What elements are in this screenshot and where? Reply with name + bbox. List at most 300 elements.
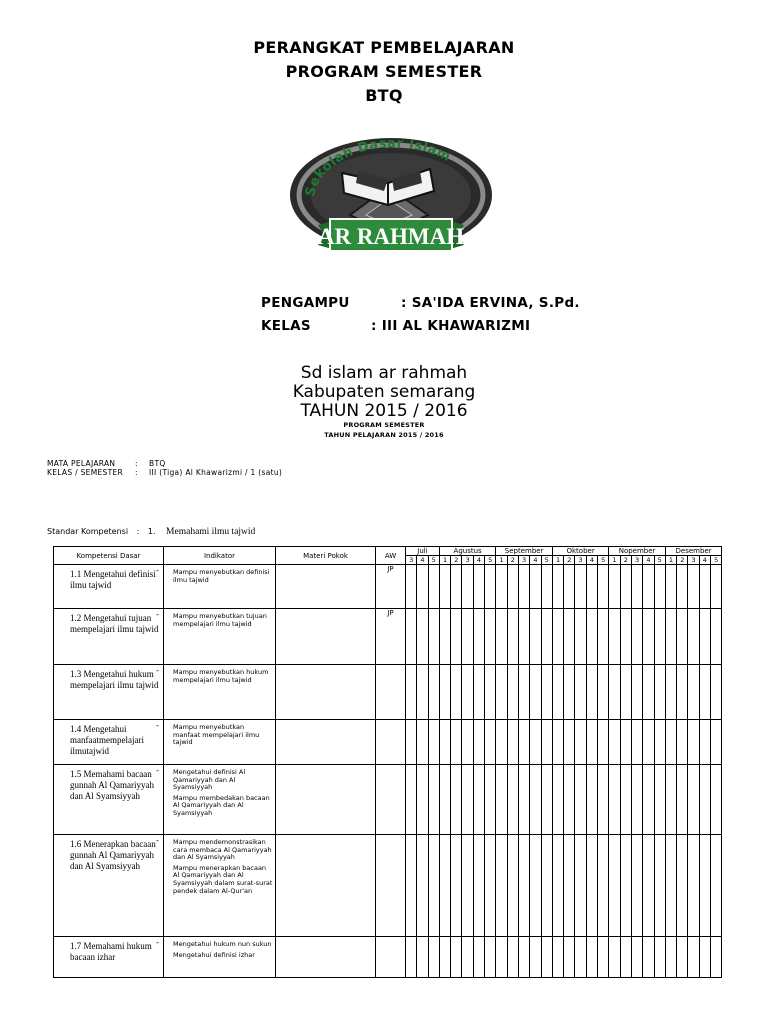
week-slot — [609, 720, 620, 765]
indikator-item: Mampu menyebutkan manfaat mempelajari ilmu tajwid — [173, 723, 260, 747]
week-slot — [462, 665, 473, 720]
week-slot — [473, 609, 484, 665]
week-slot — [485, 765, 496, 835]
week-slot — [473, 937, 484, 978]
standar-kompetensi — [47, 527, 255, 537]
week-slot — [677, 720, 688, 765]
week-slot — [428, 720, 439, 765]
meta-mapel-row — [47, 459, 166, 468]
week-cell: 4 — [473, 556, 484, 565]
materi-cell — [276, 720, 376, 765]
week-slot — [609, 835, 620, 937]
week-slot — [609, 937, 620, 978]
week-slot — [564, 937, 575, 978]
week-slot — [552, 609, 563, 665]
bullet-dash: - — [156, 666, 159, 675]
week-slot — [688, 720, 699, 765]
week-slot — [406, 565, 417, 609]
week-slot — [654, 665, 665, 720]
week-cell: 3 — [462, 556, 473, 565]
week-slot — [485, 937, 496, 978]
school-name: Sd islam ar rahmah — [300, 363, 468, 383]
week-slot — [564, 609, 575, 665]
week-slot — [462, 720, 473, 765]
week-slot — [711, 765, 722, 835]
week-slot — [699, 835, 710, 937]
kd-cell: 1.2 Mengetahui tujuan mempelajari ilmu tajwid — [54, 609, 164, 665]
week-slot — [620, 609, 631, 665]
week-slot — [518, 665, 529, 720]
week-slot — [654, 835, 665, 937]
week-slot — [699, 720, 710, 765]
title-line-3: BTQ — [365, 86, 403, 105]
week-slot — [473, 665, 484, 720]
week-slot — [688, 937, 699, 978]
table-row — [54, 609, 722, 665]
week-slot — [496, 765, 507, 835]
bullet-dash: - — [156, 938, 159, 947]
week-slot — [631, 720, 642, 765]
week-slot — [417, 835, 428, 937]
bullet-dash: - — [156, 766, 159, 775]
week-slot — [406, 609, 417, 665]
week-cell: 1 — [665, 556, 676, 565]
week-slot — [473, 565, 484, 609]
indikator-item: Mengetahui definisi Al Qamariyyah dan Al Syamsiyyah — [173, 768, 246, 792]
week-slot — [586, 765, 597, 835]
week-cell: 5 — [598, 556, 609, 565]
week-slot — [406, 665, 417, 720]
week-slot — [439, 665, 450, 720]
week-slot — [518, 720, 529, 765]
week-slot — [586, 665, 597, 720]
week-slot — [473, 835, 484, 937]
month-oktober: Oktober — [552, 547, 608, 556]
week-slot — [665, 565, 676, 609]
table-row — [54, 937, 722, 978]
week-slot — [575, 665, 586, 720]
week-slot — [541, 835, 552, 937]
bullet-dash: - — [156, 836, 159, 845]
week-slot — [609, 565, 620, 609]
week-cell: 3 — [406, 556, 417, 565]
week-cell: 2 — [677, 556, 688, 565]
week-slot — [485, 609, 496, 665]
week-slot — [530, 765, 541, 835]
week-slot — [507, 937, 518, 978]
aw-cell — [376, 665, 406, 720]
week-slot — [439, 937, 450, 978]
week-slot — [417, 937, 428, 978]
pengampu-label: PENGAMPU — [261, 295, 350, 311]
week-slot — [564, 765, 575, 835]
week-slot — [417, 609, 428, 665]
week-slot — [496, 665, 507, 720]
week-cell: 4 — [699, 556, 710, 565]
week-slot — [507, 765, 518, 835]
week-slot — [575, 609, 586, 665]
week-slot — [462, 835, 473, 937]
week-slot — [473, 720, 484, 765]
indikator-item: Mampu menyebutkan tujuan mempelajari ilmu tajwid — [173, 612, 267, 628]
pengampu-value: : SA'IDA ERVINA, S.Pd. — [401, 295, 580, 311]
week-slot — [665, 609, 676, 665]
week-cell: 1 — [496, 556, 507, 565]
week-cell: 4 — [643, 556, 654, 565]
meta-mapel-sep: : — [135, 459, 138, 468]
week-slot — [507, 835, 518, 937]
meta-kelas-label: KELAS / SEMESTER — [47, 468, 123, 477]
standar-sep: : — [136, 527, 140, 536]
week-slot — [518, 609, 529, 665]
week-slot — [609, 665, 620, 720]
week-slot — [552, 565, 563, 609]
week-slot — [620, 565, 631, 609]
week-slot — [485, 835, 496, 937]
week-slot — [620, 765, 631, 835]
week-slot — [711, 835, 722, 937]
school-region: Kabupaten semarang — [292, 382, 476, 402]
materi-cell — [276, 835, 376, 937]
bullet-dash: - — [156, 610, 159, 619]
week-slot — [406, 765, 417, 835]
week-slot — [507, 609, 518, 665]
month-september: September — [496, 547, 552, 556]
week-slot — [552, 665, 563, 720]
month-agustus: Agustus — [439, 547, 495, 556]
week-slot — [654, 609, 665, 665]
week-slot — [699, 937, 710, 978]
week-slot — [417, 720, 428, 765]
pengampu-row — [261, 295, 580, 311]
week-slot — [586, 937, 597, 978]
week-slot — [665, 835, 676, 937]
week-slot — [541, 720, 552, 765]
week-slot — [575, 835, 586, 937]
week-slot — [586, 835, 597, 937]
week-slot — [598, 835, 609, 937]
week-slot — [699, 765, 710, 835]
week-slot — [654, 765, 665, 835]
week-slot — [428, 835, 439, 937]
table-row — [54, 765, 722, 835]
table-row — [54, 565, 722, 609]
week-slot — [598, 765, 609, 835]
week-slot — [462, 565, 473, 609]
week-slot — [688, 765, 699, 835]
week-slot — [518, 835, 529, 937]
week-slot — [631, 937, 642, 978]
week-slot — [485, 565, 496, 609]
week-slot — [575, 937, 586, 978]
week-slot — [485, 665, 496, 720]
indikator-cell — [156, 835, 276, 937]
indikator-item: Mampu mendemonstrasikan cara membaca Al Qamariyyah dan Al Syamsiyyah — [173, 838, 272, 862]
header-indikator: Indikator — [164, 547, 276, 565]
week-slot — [654, 720, 665, 765]
week-slot — [711, 720, 722, 765]
indikator-cell — [156, 609, 276, 665]
week-slot — [586, 609, 597, 665]
week-slot — [575, 565, 586, 609]
kd-cell: 1.5 Memahami bacaan gunnah Al Qamariyyah dan Al Syamsiyyah — [54, 765, 164, 835]
kd-cell: 1.6 Menerapkan bacaan gunnah Al Qamariyyah dan Al Syamsiyyah — [54, 835, 164, 937]
indikator-item: Mampu menerapkan bacaan Al Qamariyyah dan Al Syamsiyyah dalam surat-surat pendek dalam Al-Qur'an — [173, 863, 273, 895]
week-slot — [711, 609, 722, 665]
week-slot — [507, 665, 518, 720]
week-slot — [598, 609, 609, 665]
week-slot — [496, 835, 507, 937]
week-slot — [552, 765, 563, 835]
week-cell: 2 — [620, 556, 631, 565]
week-slot — [643, 665, 654, 720]
week-slot — [428, 565, 439, 609]
week-slot — [564, 835, 575, 937]
indikator-item: Mampu membedakan bacaan Al Qamariyyah dan Al Syamsiyyah — [173, 793, 270, 817]
indikator-cell — [156, 720, 276, 765]
week-slot — [530, 665, 541, 720]
header-aw: AW — [376, 547, 406, 565]
week-slot — [677, 565, 688, 609]
week-cell: 1 — [439, 556, 450, 565]
kd-cell: 1.7 Memahami hukum bacaan izhar — [54, 937, 164, 978]
meta-mapel-label: MATA PELAJARAN — [47, 459, 116, 468]
week-cell: 2 — [451, 556, 462, 565]
week-slot — [564, 665, 575, 720]
week-slot — [439, 835, 450, 937]
week-slot — [496, 565, 507, 609]
week-slot — [688, 565, 699, 609]
program-semester-table — [53, 546, 722, 978]
week-cell: 5 — [485, 556, 496, 565]
week-slot — [428, 937, 439, 978]
indikator-cell — [156, 665, 276, 720]
week-cell: 1 — [552, 556, 563, 565]
week-slot — [688, 835, 699, 937]
week-slot — [428, 665, 439, 720]
month-desember: Desember — [665, 547, 721, 556]
week-slot — [451, 565, 462, 609]
week-slot — [552, 835, 563, 937]
week-slot — [552, 720, 563, 765]
week-slot — [518, 765, 529, 835]
week-slot — [541, 565, 552, 609]
week-slot — [631, 765, 642, 835]
week-slot — [711, 937, 722, 978]
week-slot — [518, 937, 529, 978]
week-slot — [643, 609, 654, 665]
week-slot — [507, 720, 518, 765]
indikator-item: Mengetahui hukum nun sukun — [173, 940, 272, 948]
materi-cell — [276, 665, 376, 720]
indikator-item: Mampu menyebutkan hukum mempelajari ilmu tajwid — [173, 668, 269, 684]
week-slot — [699, 609, 710, 665]
week-slot — [609, 609, 620, 665]
week-slot — [462, 609, 473, 665]
logo-banner-text: AR RAHMAH — [317, 224, 465, 249]
week-slot — [677, 835, 688, 937]
indikator-cell — [156, 565, 276, 609]
week-slot — [598, 565, 609, 609]
week-slot — [665, 665, 676, 720]
week-slot — [406, 937, 417, 978]
week-slot — [485, 720, 496, 765]
month-nopember: Nopember — [609, 547, 665, 556]
week-slot — [473, 765, 484, 835]
meta-mapel-value: BTQ — [149, 459, 166, 468]
week-slot — [586, 720, 597, 765]
week-slot — [541, 665, 552, 720]
school-logo — [288, 135, 494, 261]
table-row — [54, 720, 722, 765]
week-cell: 5 — [428, 556, 439, 565]
week-slot — [631, 665, 642, 720]
week-slot — [406, 720, 417, 765]
week-slot — [541, 609, 552, 665]
week-slot — [677, 937, 688, 978]
week-slot — [677, 765, 688, 835]
week-slot — [406, 835, 417, 937]
standar-text: Memahami ilmu tajwid — [166, 527, 256, 537]
aw-cell: JP — [376, 609, 406, 665]
bullet-dash: - — [156, 566, 159, 575]
week-slot — [439, 565, 450, 609]
week-slot — [575, 765, 586, 835]
week-slot — [564, 720, 575, 765]
week-cell: 5 — [541, 556, 552, 565]
week-slot — [552, 937, 563, 978]
week-slot — [451, 765, 462, 835]
week-slot — [598, 665, 609, 720]
indikator-cell — [156, 937, 276, 978]
week-slot — [507, 565, 518, 609]
week-slot — [451, 720, 462, 765]
indikator-cell — [156, 765, 276, 835]
table-row — [54, 835, 722, 937]
week-slot — [541, 937, 552, 978]
kd-cell: 1.1 Mengetahui definisi ilmu tajwid — [54, 565, 164, 609]
week-slot — [530, 937, 541, 978]
week-slot — [688, 665, 699, 720]
school-year: TAHUN 2015 / 2016 — [300, 401, 468, 421]
subheader-line-2: TAHUN PELAJARAN 2015 / 2016 — [324, 431, 444, 439]
week-slot — [620, 720, 631, 765]
standar-number: 1. — [147, 527, 156, 536]
week-slot — [631, 565, 642, 609]
week-cell: 3 — [518, 556, 529, 565]
week-slot — [564, 565, 575, 609]
materi-cell — [276, 765, 376, 835]
bullet-dash: - — [156, 721, 159, 730]
week-slot — [417, 765, 428, 835]
week-slot — [518, 565, 529, 609]
indikator-item: Mampu menyebutkan definisi ilmu tajwid — [173, 568, 270, 584]
week-slot — [665, 937, 676, 978]
week-slot — [428, 765, 439, 835]
week-slot — [451, 609, 462, 665]
week-slot — [643, 835, 654, 937]
week-slot — [417, 665, 428, 720]
week-slot — [665, 720, 676, 765]
week-slot — [530, 720, 541, 765]
week-slot — [677, 609, 688, 665]
meta-kelas-value: III (Tiga) Al Khawarizmi / 1 (satu) — [149, 468, 283, 477]
week-cell: 1 — [609, 556, 620, 565]
week-slot — [530, 609, 541, 665]
week-slot — [688, 609, 699, 665]
week-slot — [654, 565, 665, 609]
week-cell: 4 — [417, 556, 428, 565]
week-cell: 4 — [586, 556, 597, 565]
week-slot — [451, 665, 462, 720]
week-slot — [631, 609, 642, 665]
kd-cell: 1.4 Mengetahui manfaatmempelajari ilmutajwid — [54, 720, 164, 765]
aw-cell — [376, 835, 406, 937]
week-slot — [598, 937, 609, 978]
week-slot — [462, 937, 473, 978]
week-slot — [620, 937, 631, 978]
week-cell: 3 — [631, 556, 642, 565]
week-slot — [439, 765, 450, 835]
table-row — [54, 665, 722, 720]
week-slot — [451, 937, 462, 978]
week-slot — [586, 565, 597, 609]
week-slot — [711, 565, 722, 609]
week-slot — [417, 565, 428, 609]
week-slot — [530, 835, 541, 937]
week-cell: 5 — [654, 556, 665, 565]
week-slot — [643, 720, 654, 765]
week-slot — [631, 835, 642, 937]
week-cell: 2 — [564, 556, 575, 565]
week-cell: 3 — [575, 556, 586, 565]
aw-cell — [376, 765, 406, 835]
week-slot — [496, 720, 507, 765]
materi-cell — [276, 609, 376, 665]
week-cell: 5 — [711, 556, 722, 565]
week-slot — [609, 765, 620, 835]
kelas-label: KELAS — [261, 318, 311, 334]
header-row-months — [54, 547, 722, 556]
week-slot — [496, 609, 507, 665]
week-slot — [699, 665, 710, 720]
kelas-row — [261, 318, 530, 334]
week-slot — [541, 765, 552, 835]
aw-cell — [376, 720, 406, 765]
week-slot — [665, 765, 676, 835]
month-juli: Juli — [406, 547, 440, 556]
week-slot — [439, 609, 450, 665]
week-slot — [428, 609, 439, 665]
week-cell: 2 — [507, 556, 518, 565]
indikator-item: Mengetahui definisi izhar — [173, 950, 255, 959]
week-slot — [654, 937, 665, 978]
week-slot — [711, 665, 722, 720]
kelas-value: : III AL KHAWARIZMI — [371, 318, 531, 334]
header-materi: Materi Pokok — [276, 547, 376, 565]
week-cell: 4 — [530, 556, 541, 565]
materi-cell — [276, 937, 376, 978]
week-slot — [643, 765, 654, 835]
week-slot — [530, 565, 541, 609]
week-slot — [451, 835, 462, 937]
aw-cell — [376, 937, 406, 978]
kd-cell: 1.3 Mengetahui hukum mempelajari ilmu tajwid — [54, 665, 164, 720]
week-slot — [462, 765, 473, 835]
aw-cell: JP — [376, 565, 406, 609]
week-slot — [598, 720, 609, 765]
materi-cell — [276, 565, 376, 609]
